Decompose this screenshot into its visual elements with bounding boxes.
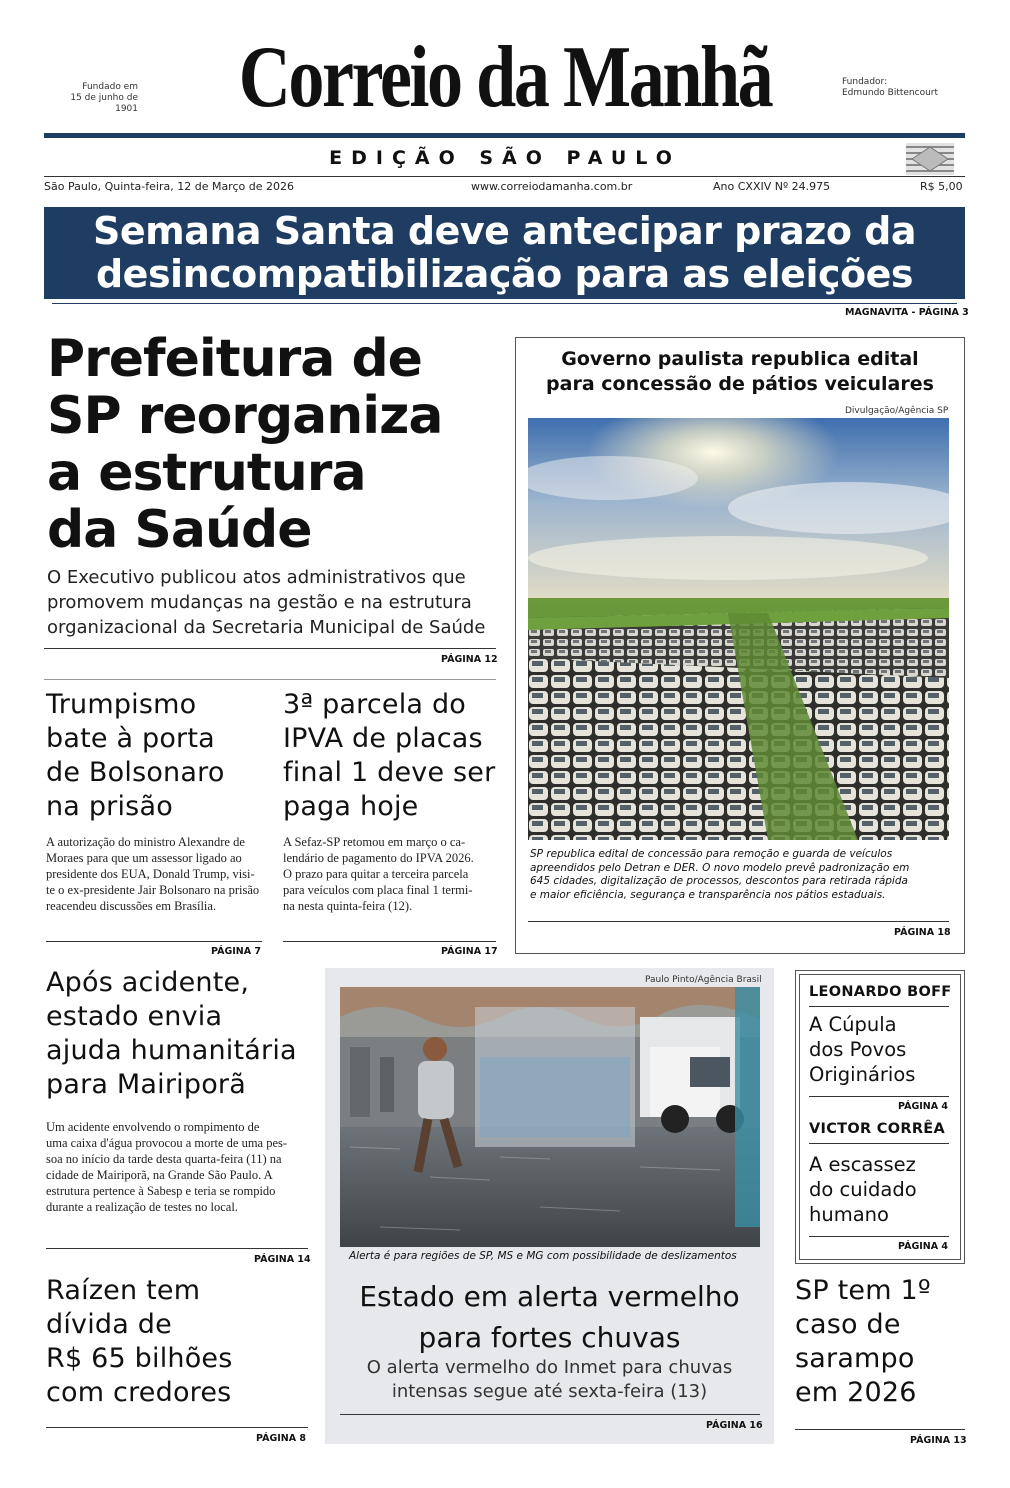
flood-rule bbox=[340, 1414, 760, 1415]
trump-line-3: de Bolsonaro bbox=[46, 757, 225, 788]
mairipora-line-4: para Mairiporã bbox=[46, 1069, 246, 1100]
raizen-line-4: com credores bbox=[46, 1377, 232, 1408]
mairipora-body-3: soa no início da tarde desta quarta-feira (11) na bbox=[46, 1152, 282, 1166]
ipva-headline[interactable] bbox=[283, 688, 508, 824]
ipva-body-5: na nesta quinta-feira (12). bbox=[283, 899, 413, 913]
flood-subhead bbox=[325, 1356, 774, 1404]
mairipora-body-1: Um acidente envolvendo o rompimento de bbox=[46, 1120, 260, 1134]
ipva-line-4: paga hoje bbox=[283, 791, 419, 822]
founded-line-2: 15 de junho de 1901 bbox=[70, 93, 138, 114]
lead-sub-2: promovem mudanças na gestão e na estrutura bbox=[47, 592, 472, 613]
edition-label: EDIÇÃO SÃO PAULO bbox=[329, 147, 681, 169]
founder-note bbox=[842, 77, 962, 99]
lead-sub-1: O Executivo publicou atos administrativos que bbox=[47, 567, 466, 588]
ipva-body-2: lendário de pagamento do IPVA 2026. bbox=[283, 851, 474, 865]
ipva-body-1: A Sefaz-SP retomou em março o ca- bbox=[283, 835, 466, 849]
car-lot-photo bbox=[528, 418, 949, 840]
column-title-1[interactable] bbox=[809, 1012, 959, 1087]
trump-body-1: A autorização do ministro Alexandre de bbox=[46, 835, 245, 849]
sarampo-line-3: sarampo bbox=[795, 1343, 915, 1374]
lead-line-3: a estrutura bbox=[47, 443, 366, 503]
flood-photo-credit: Paulo Pinto/Agência Brasil bbox=[645, 975, 762, 985]
raizen-line-2: dívida de bbox=[46, 1309, 172, 1340]
patios-caption-4: e maior eficiência, segurança e transparência nos pátios estaduais. bbox=[530, 888, 886, 901]
founder-line-2: Edmundo Bittencourt bbox=[842, 88, 939, 98]
sarampo-line-4: em 2026 bbox=[795, 1377, 917, 1408]
ipva-body-4: para veículos com placa final 1 termi- bbox=[283, 883, 473, 897]
sarampo-line-2: caso de bbox=[795, 1309, 901, 1340]
column-1-rule bbox=[809, 1006, 949, 1007]
column-1-bottom-rule bbox=[809, 1096, 949, 1097]
sarampo-line-1: SP tem 1º bbox=[795, 1275, 931, 1306]
column-2-line-1: A escassez bbox=[809, 1153, 916, 1176]
lead-line-1: Prefeitura de bbox=[47, 329, 422, 389]
banner-line-1: Semana Santa deve antecipar prazo da bbox=[92, 209, 917, 253]
sarampo-headline[interactable] bbox=[795, 1274, 965, 1410]
mairipora-body-5: estrutura pertence à Sabesp e teria se rompido bbox=[46, 1184, 276, 1198]
trump-headline[interactable] bbox=[46, 688, 276, 824]
raizen-line-1: Raízen tem bbox=[46, 1275, 201, 1306]
column-1-line-2: dos Povos bbox=[809, 1038, 907, 1061]
raizen-rule bbox=[46, 1427, 308, 1428]
trump-body bbox=[46, 834, 263, 914]
issue-number: Ano CXXIV Nº 24.975 bbox=[713, 180, 831, 193]
mairipora-rule bbox=[46, 1248, 308, 1249]
trump-body-3: presidente dos EUA, Donald Trump, visi- bbox=[46, 867, 255, 881]
raizen-page-ref[interactable]: PÁGINA 8 bbox=[256, 1433, 306, 1444]
mairipora-line-1: Após acidente, bbox=[46, 967, 250, 998]
column-1-line-3: Originários bbox=[809, 1063, 916, 1086]
banner-line-2: desincompatibilização para as eleições bbox=[95, 252, 914, 296]
raizen-line-3: R$ 65 bilhões bbox=[46, 1343, 233, 1374]
column-author-2[interactable]: VICTOR CORRÊA bbox=[809, 1121, 946, 1137]
raizen-headline[interactable] bbox=[46, 1274, 311, 1410]
flood-sub-1: O alerta vermelho do Inmet para chuvas bbox=[366, 1357, 733, 1378]
trump-body-4: te o ex-presidente Jair Bolsonaro na prisão bbox=[46, 883, 260, 897]
flood-page-ref[interactable]: PÁGINA 16 bbox=[706, 1420, 763, 1431]
patios-caption bbox=[530, 848, 950, 902]
trump-rule bbox=[46, 941, 262, 942]
price: R$ 5,00 bbox=[920, 180, 963, 193]
lead-page-ref[interactable]: PÁGINA 12 bbox=[441, 654, 498, 665]
banner-page-ref[interactable]: MAGNAVITA - PÁGINA 3 bbox=[845, 307, 969, 318]
trump-line-1: Trumpismo bbox=[46, 689, 197, 720]
ipva-rule bbox=[283, 941, 496, 942]
column-2-line-2: do cuidado bbox=[809, 1178, 917, 1201]
patios-rule bbox=[528, 921, 949, 922]
patios-line-2: para concessão de pátios veiculares bbox=[546, 373, 934, 395]
ipva-page-ref[interactable]: PÁGINA 17 bbox=[441, 946, 498, 957]
date-line: São Paulo, Quinta-feira, 12 de Março de 2026 bbox=[44, 180, 294, 193]
flood-line-2: para fortes chuvas bbox=[418, 1321, 681, 1354]
column-author-1[interactable]: LEONARDO BOFF bbox=[809, 984, 952, 1000]
trump-page-ref[interactable]: PÁGINA 7 bbox=[211, 946, 261, 957]
ipva-line-2: IPVA de placas bbox=[283, 723, 483, 754]
banner-headline[interactable] bbox=[44, 210, 965, 296]
lead-headline[interactable] bbox=[47, 331, 497, 559]
column-2-page-ref[interactable]: PÁGINA 4 bbox=[898, 1241, 948, 1252]
lead-line-4: da Saúde bbox=[47, 500, 312, 560]
patios-page-ref[interactable]: PÁGINA 18 bbox=[894, 927, 951, 938]
flooded-street-photo bbox=[340, 987, 760, 1247]
trump-body-2: Moraes para que um assessor ligado ao bbox=[46, 851, 242, 865]
banner-underline bbox=[52, 303, 957, 304]
lead-subhead bbox=[47, 565, 502, 640]
column-1-line-1: A Cúpula bbox=[809, 1013, 897, 1036]
mairipora-page-ref[interactable]: PÁGINA 14 bbox=[254, 1254, 311, 1265]
sarampo-rule bbox=[795, 1429, 965, 1430]
trump-body-5: reacendeu discussões em Brasília. bbox=[46, 899, 217, 913]
masthead-top-rule bbox=[44, 133, 965, 138]
column-1-page-ref[interactable]: PÁGINA 4 bbox=[898, 1101, 948, 1112]
mairipora-line-2: estado envia bbox=[46, 1001, 223, 1032]
flood-line-1: Estado em alerta vermelho bbox=[359, 1280, 740, 1313]
dateline-rule bbox=[44, 176, 965, 177]
mairipora-body-2: uma caixa d'água provocou a morte de uma pes- bbox=[46, 1136, 288, 1150]
column-2-bottom-rule bbox=[809, 1236, 949, 1237]
patios-caption-2: apreendidos pelo Detran e DER. O novo modelo prevê padronização em bbox=[530, 861, 910, 874]
ipva-body bbox=[283, 834, 496, 914]
founded-line-1: Fundado em bbox=[82, 82, 138, 92]
trump-line-4: na prisão bbox=[46, 791, 173, 822]
flood-headline[interactable] bbox=[325, 1276, 774, 1358]
mairipora-body-6: durante a realização de testes no local. bbox=[46, 1200, 238, 1214]
mairipora-line-3: ajuda humanitária bbox=[46, 1035, 297, 1066]
column-title-2[interactable] bbox=[809, 1152, 959, 1227]
ipva-line-1: 3ª parcela do bbox=[283, 689, 467, 720]
mairipora-body-4: cidade de Mairiporã, na Grande São Paulo. A bbox=[46, 1168, 273, 1182]
patios-photo-credit: Divulgação/Agência SP bbox=[845, 406, 949, 416]
column-2-line-3: humano bbox=[809, 1203, 889, 1226]
sao-paulo-flag-icon bbox=[906, 143, 954, 175]
lead-sub-3: organizacional da Secretaria Municipal de Saúde bbox=[47, 617, 486, 638]
patios-caption-1: SP republica edital de concessão para remoção e guarda de veículos bbox=[530, 848, 893, 860]
newspaper-logo: Correio da Manhã bbox=[238, 29, 772, 126]
ipva-line-3: final 1 deve ser bbox=[283, 757, 496, 788]
founder-line-1: Fundador: bbox=[842, 77, 888, 87]
flood-sub-2: intensas segue até sexta-feira (13) bbox=[391, 1381, 708, 1402]
patios-headline[interactable] bbox=[520, 347, 960, 397]
mairipora-body bbox=[46, 1119, 307, 1215]
website-link[interactable]: www.correiodamanha.com.br bbox=[471, 180, 633, 193]
patios-caption-3: 645 cidades, digitalização de processos, descontos para retirada rápida bbox=[530, 875, 908, 887]
sarampo-page-ref[interactable]: PÁGINA 13 bbox=[910, 1435, 967, 1446]
lead-line-2: SP reorganiza bbox=[47, 386, 443, 446]
lead-bottom-rule bbox=[44, 679, 496, 680]
column-2-rule bbox=[809, 1143, 949, 1144]
ipva-body-3: O prazo para quitar a terceira parcela bbox=[283, 867, 469, 881]
flood-caption: Alerta é para regiões de SP, MS e MG com possibilidade de deslizamentos bbox=[349, 1250, 737, 1262]
patios-line-1: Governo paulista republica edital bbox=[561, 348, 919, 370]
trump-line-2: bate à porta bbox=[46, 723, 215, 754]
mairipora-headline[interactable] bbox=[46, 966, 316, 1102]
lead-rule bbox=[44, 648, 496, 649]
